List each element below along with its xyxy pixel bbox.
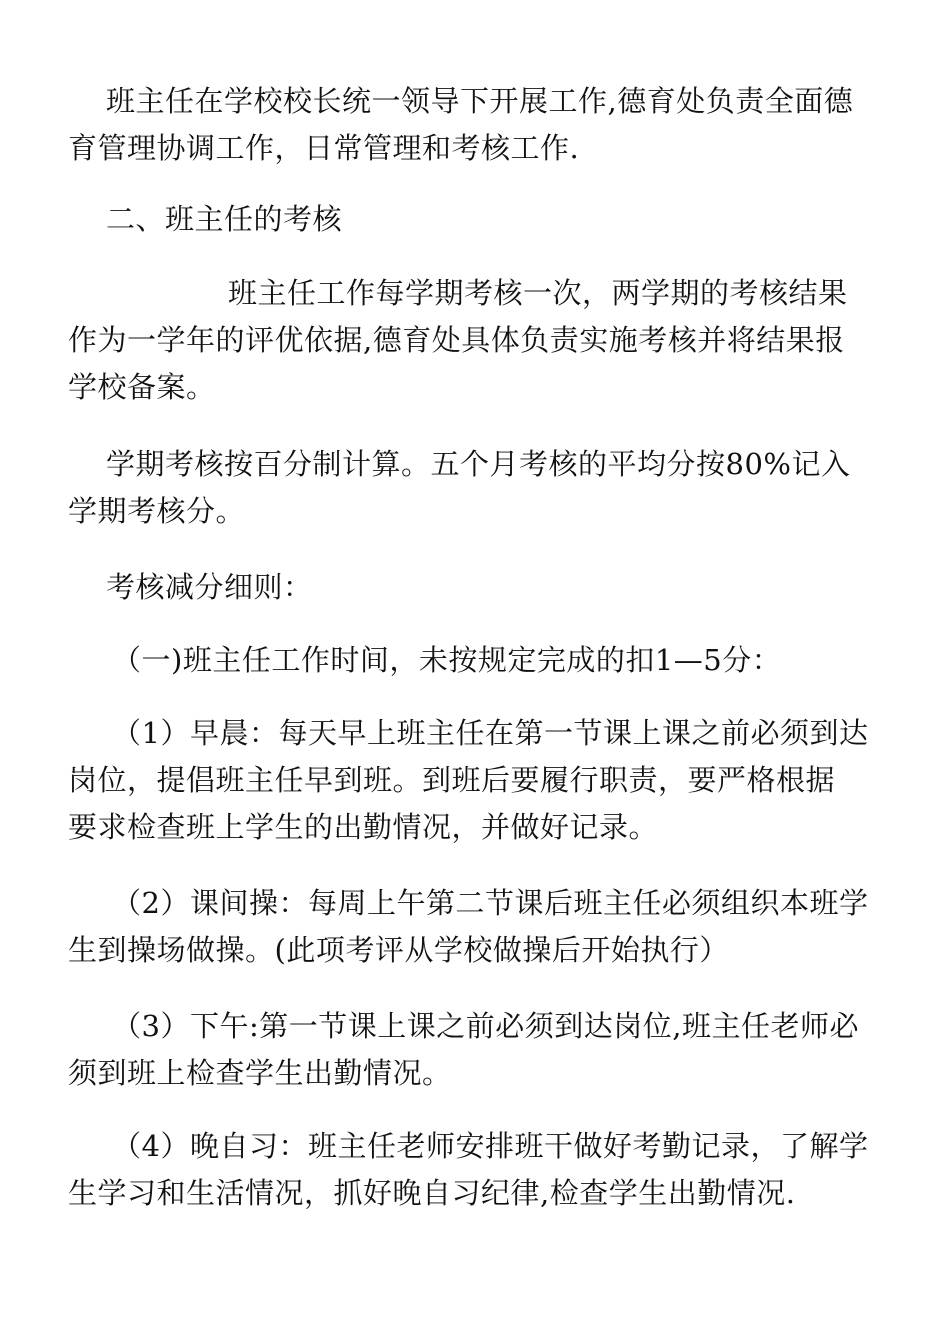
text-line: 生学习和生活情况，抓好晚自习纪律,检查学生出勤情况.: [68, 1176, 796, 1210]
text-line: （2）课间操：每周上午第二节课后班主任必须组织本班学: [112, 886, 869, 920]
text-line: （1）早晨：每天早上班主任在第一节课上课之前必须到达: [112, 716, 869, 750]
section-heading: [68, 196, 883, 243]
text-line: （3）下午:第一节课上课之前必须到达岗位,班主任老师必: [112, 1009, 859, 1043]
rule-item-morning: [68, 710, 883, 851]
rule-item-afternoon: [68, 1003, 883, 1097]
heading-text: 考核减分细则：: [106, 570, 313, 604]
text-line: 岗位，提倡班主任早到班。到班后要履行职责，要严格根据: [68, 763, 836, 797]
text-line: 育管理协调工作，日常管理和考核工作.: [68, 131, 580, 165]
text-line: （4）晚自习：班主任老师安排班干做好考勤记录，了解学: [112, 1129, 869, 1163]
assessment-paragraph: [68, 270, 883, 411]
rule-1-heading: [68, 637, 883, 684]
deduction-rules-heading: [68, 564, 883, 611]
text-line: 班主任工作每学期考核一次，两学期的考核结果: [228, 276, 848, 310]
intro-paragraph: [68, 78, 883, 172]
rule-item-evening: [68, 1123, 883, 1217]
text-line: 学期考核按百分制计算。五个月考核的平均分按80%记入: [106, 447, 851, 481]
text-line: 作为一学年的评优依据,德育处具体负责实施考核并将结果报: [68, 323, 845, 357]
rule-item-exercise: [68, 880, 883, 974]
rule-text: （一)班主任工作时间，未按规定完成的扣1—5分：: [112, 643, 782, 677]
scoring-paragraph: [68, 441, 883, 535]
text-line: 要求检查班上学生的出勤情况，并做好记录。: [68, 810, 659, 844]
text-line: 班主任在学校校长统一领导下开展工作,德育处负责全面德: [106, 84, 854, 118]
heading-text: 二、班主任的考核: [106, 202, 343, 236]
text-line: 学期考核分。: [68, 494, 246, 528]
text-line: 生到操场做操。(此项考评从学校做操后开始执行）: [68, 933, 729, 967]
text-line: 须到班上检查学生出勤情况。: [68, 1056, 452, 1090]
text-line: 学校备案。: [68, 370, 216, 404]
